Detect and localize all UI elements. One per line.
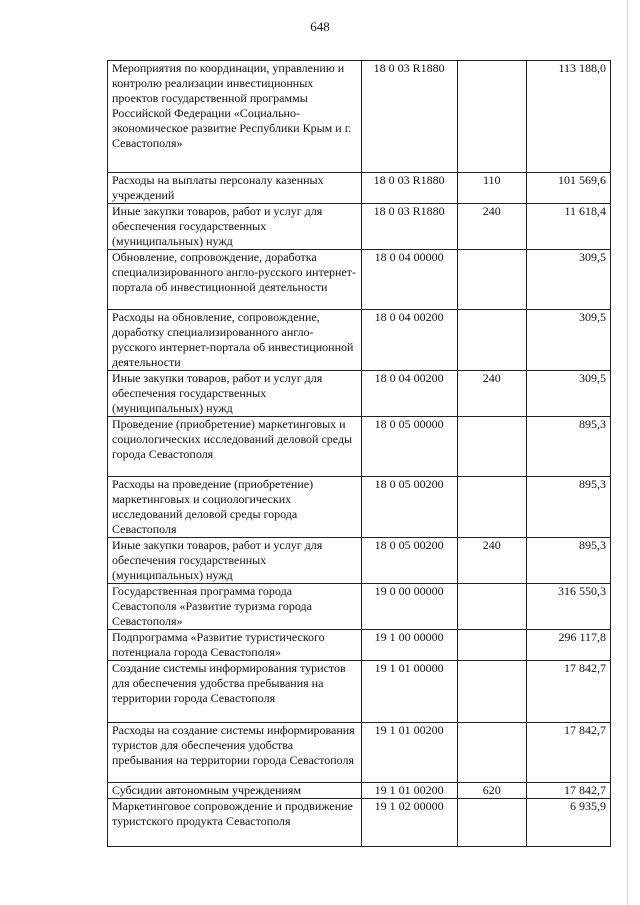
row-type-cell — [457, 630, 526, 661]
row-sum-cell: 895,3 — [526, 538, 610, 584]
row-sum-cell: 17 842,7 — [526, 661, 610, 723]
table-row — [108, 584, 611, 630]
row-sum-cell: 17 842,7 — [526, 723, 610, 783]
row-code-cell: 18 0 05 00200 — [361, 538, 457, 584]
row-code-cell: 18 0 05 00000 — [361, 417, 457, 477]
table-row — [108, 538, 611, 584]
row-name-cell: Маркетинговое сопровождение и продвижение туристского продукта Севастополя — [108, 799, 362, 847]
row-sum-cell: 296 117,8 — [526, 630, 610, 661]
row-name-cell: Государственная программа города Севастополя «Развитие туризма города Севастополя» — [108, 584, 362, 630]
scan-margin-line — [627, 0, 628, 905]
row-name-cell: Расходы на обновление, сопровождение, доработку специализированного англо-русского интернет-портала об инвестиционной деятельности — [108, 310, 362, 371]
row-code-cell: 18 0 03 R1880 — [361, 173, 457, 204]
row-code-cell: 19 1 02 00000 — [361, 799, 457, 847]
row-type-cell — [457, 417, 526, 477]
row-name-cell: Расходы на создание системы информирования туристов для обеспечения удобства пребывания на территории города Севастополя — [108, 723, 362, 783]
row-name-cell: Иные закупки товаров, работ и услуг для обеспечения государственных (муниципальных) нужд — [108, 538, 362, 584]
table-row — [108, 723, 611, 783]
row-sum-cell: 309,5 — [526, 371, 610, 417]
row-name-cell: Мероприятия по координации, управлению и контролю реализации инвестиционных проектов государственной программы Российской Федерации «Социально-экономическое развитие Республики Крым и г. Севастополя» — [108, 61, 362, 173]
row-type-cell: 240 — [457, 371, 526, 417]
row-sum-cell: 11 618,4 — [526, 204, 610, 250]
row-sum-cell: 17 842,7 — [526, 783, 610, 799]
table-row — [108, 371, 611, 417]
table-row — [108, 417, 611, 477]
row-type-cell: 240 — [457, 538, 526, 584]
row-code-cell: 18 0 03 R1880 — [361, 204, 457, 250]
row-type-cell — [457, 799, 526, 847]
row-name-cell: Проведение (приобретение) маркетинговых и социологических исследований деловой среды города Севастополя — [108, 417, 362, 477]
row-sum-cell: 895,3 — [526, 417, 610, 477]
row-type-cell — [457, 61, 526, 173]
row-sum-cell: 113 188,0 — [526, 61, 610, 173]
row-type-cell — [457, 584, 526, 630]
row-type-cell: 110 — [457, 173, 526, 204]
table-row — [108, 630, 611, 661]
table-row — [108, 783, 611, 799]
row-sum-cell: 316 550,3 — [526, 584, 610, 630]
row-sum-cell: 895,3 — [526, 477, 610, 538]
table-row — [108, 310, 611, 371]
row-name-cell: Обновление, сопровождение, доработка специализированного англо-русского интернет-портала об инвестиционной деятельности — [108, 250, 362, 310]
row-type-cell — [457, 723, 526, 783]
row-code-cell: 19 0 00 00000 — [361, 584, 457, 630]
row-code-cell: 18 0 04 00000 — [361, 250, 457, 310]
row-code-cell: 19 1 00 00000 — [361, 630, 457, 661]
table-row — [108, 250, 611, 310]
row-name-cell: Создание системы информирования туристов для обеспечения удобства пребывания на территории города Севастополя — [108, 661, 362, 723]
row-name-cell: Субсидии автономным учреждениям — [108, 783, 362, 799]
row-sum-cell: 309,5 — [526, 250, 610, 310]
row-code-cell: 19 1 01 00000 — [361, 661, 457, 723]
page-number: 648 — [310, 19, 330, 34]
row-code-cell: 19 1 01 00200 — [361, 723, 457, 783]
budget-table-body — [108, 61, 611, 847]
row-sum-cell: 6 935,9 — [526, 799, 610, 847]
row-name-cell: Подпрограмма «Развитие туристического потенциала города Севастополя» — [108, 630, 362, 661]
row-type-cell — [457, 310, 526, 371]
row-type-cell — [457, 477, 526, 538]
row-code-cell: 18 0 04 00200 — [361, 310, 457, 371]
table-row — [108, 61, 611, 173]
row-sum-cell: 101 569,6 — [526, 173, 610, 204]
row-type-cell — [457, 250, 526, 310]
row-name-cell: Расходы на выплаты персоналу казенных учреждений — [108, 173, 362, 204]
row-code-cell: 19 1 01 00200 — [361, 783, 457, 799]
table-row — [108, 661, 611, 723]
row-sum-cell: 309,5 — [526, 310, 610, 371]
row-type-cell — [457, 661, 526, 723]
row-name-cell: Иные закупки товаров, работ и услуг для обеспечения государственных (муниципальных) нужд — [108, 204, 362, 250]
table-row — [108, 204, 611, 250]
table-row — [108, 799, 611, 847]
budget-table — [107, 60, 611, 847]
table-row — [108, 477, 611, 538]
row-code-cell: 18 0 05 00200 — [361, 477, 457, 538]
row-type-cell: 240 — [457, 204, 526, 250]
row-name-cell: Иные закупки товаров, работ и услуг для обеспечения государственных (муниципальных) нужд — [108, 371, 362, 417]
row-type-cell: 620 — [457, 783, 526, 799]
row-code-cell: 18 0 04 00200 — [361, 371, 457, 417]
row-name-cell: Расходы на проведение (приобретение) маркетинговых и социологических исследований деловой среды города Севастополя — [108, 477, 362, 538]
row-code-cell: 18 0 03 R1880 — [361, 61, 457, 173]
table-row — [108, 173, 611, 204]
